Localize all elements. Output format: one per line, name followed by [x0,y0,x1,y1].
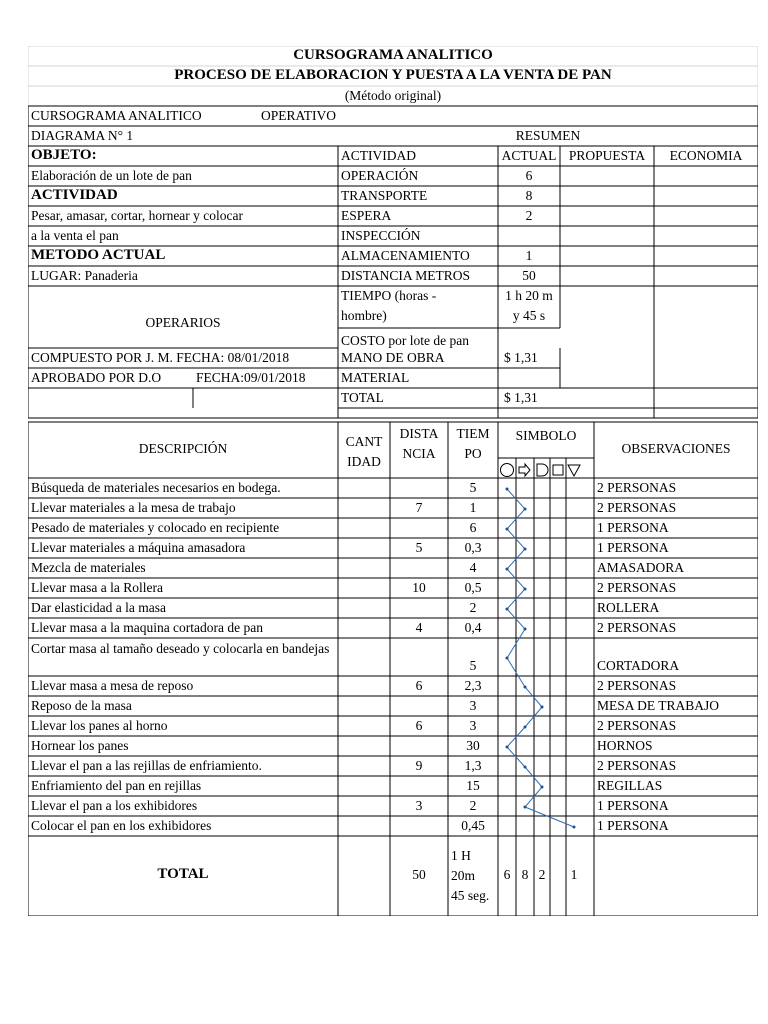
row-time: 5 [469,480,477,495]
row-observation: AMASADORA [597,560,685,575]
flow-point [541,706,544,709]
row-description: Llevar materiales a la mesa de trabajo [31,500,236,515]
row-distance [390,598,448,618]
row-description: Hornear los panes [31,738,129,753]
header-distancia-2: NCIA [402,446,436,461]
row-observation: 1 PERSONA [597,540,669,555]
summary-row-actual: 50 [522,268,536,283]
total-row-time-2: 20m [451,868,476,883]
row-time: 30 [466,738,480,753]
total-value: $ 1,31 [504,390,538,405]
flow-point [506,488,509,491]
flow-point [524,548,527,551]
row-description: Llevar masa a la maquina cortadora de pan [31,620,264,635]
total-row-label: TOTAL [157,866,209,882]
row-distance: 10 [412,580,426,595]
row-time: 3 [469,718,477,733]
row-distance: 6 [415,718,423,733]
objeto-label: OBJETO: [31,147,97,163]
row-time: 2 [469,600,477,615]
flow-point [506,746,509,749]
actividad-label: ACTIVIDAD [31,187,118,203]
header-cantidad-2: IDAD [347,454,381,469]
total-label: TOTAL [341,390,384,405]
row-observation: ROLLERA [597,600,660,615]
row-time: 0,45 [461,818,485,833]
cursograma-sheet [28,46,758,916]
row-observation: REGILLAS [597,778,663,793]
summary-row-label: ESPERA [341,208,392,223]
actividad-line1: Pesar, amasar, cortar, hornear y colocar [31,208,244,223]
row-description: Mezcla de materiales [31,560,146,575]
col-actividad: ACTIVIDAD [341,148,416,163]
row-distance [390,816,448,836]
row-description: Reposo de la masa [31,698,132,713]
row-time: 3 [469,698,477,713]
row-observation: 1 PERSONA [597,520,669,535]
row-description: Llevar el pan a las rejillas de enfriamiento. [31,758,262,773]
row-time: 15 [466,778,480,793]
summary-row-label: ALMACENAMIENTO [341,248,470,263]
flow-point [524,766,527,769]
flow-point [524,806,527,809]
row-description: Enfriamiento del pan en rejillas [31,778,202,793]
total-symbol-count [550,836,566,916]
row-time: 1 [469,500,477,515]
compuesto-label: COMPUESTO POR J. M. FECHA: 08/01/2018 [31,350,290,365]
row-description: Llevar materiales a máquina amasadora [31,540,246,555]
summary-row-actual: 8 [525,188,533,203]
flow-point [524,726,527,729]
row-time: 4 [469,560,477,575]
subtitle: PROCESO DE ELABORACION Y PUESTA A LA VENTA DE PAN [174,67,612,83]
row-observation: CORTADORA [597,658,680,673]
row-description: Pesado de materiales y colocado en recipiente [31,520,280,535]
row-time: 0,3 [464,540,482,555]
total-symbol-count: 1 [570,867,578,882]
mano-obra-value: $ 1,31 [504,350,538,365]
row-time: 0,5 [464,580,482,595]
row-observation: 2 PERSONAS [597,620,677,635]
row-time: 6 [469,520,477,535]
mano-obra-label: MANO DE OBRA [341,350,445,365]
fecha-aprobado: FECHA:09/01/2018 [196,370,306,385]
row-distance [390,776,448,796]
header-simbolo: SIMBOLO [515,428,577,443]
flow-point [573,826,576,829]
material-label: MATERIAL [341,370,410,385]
flow-point [506,528,509,531]
row-distance [390,656,448,676]
header-tiempo-1: TIEM [456,426,490,441]
row-time: 0,4 [464,620,482,635]
row-time: 2,3 [464,678,482,693]
total-symbol-count: 2 [538,867,546,882]
summary-row-label: DISTANCIA METROS [341,268,471,283]
row-distance [390,478,448,498]
summary-row-label: OPERACIÓN [341,168,419,183]
row-observation: MESA DE TRABAJO [597,698,720,713]
flow-point [524,508,527,511]
costo-label: COSTO por lote de pan [341,333,469,348]
row-time: 5 [469,658,477,673]
summary-row-actual: 6 [525,168,533,183]
flow-point [524,588,527,591]
resumen-label: RESUMEN [515,128,581,143]
row-description: Llevar los panes al horno [31,718,168,733]
transport-arrow-icon [519,464,530,476]
row-description: Cortar masa al tamaño deseado y colocarla en bandejas [31,641,330,656]
row-distance: 5 [415,540,423,555]
header-observaciones: OBSERVACIONES [621,441,731,456]
tiempo-value-2: y 45 s [512,308,546,323]
diagrama-label: DIAGRAMA N° 1 [31,128,134,143]
row-distance: 7 [415,500,423,515]
col-economia: ECONOMIA [669,148,743,163]
summary-row-actual: 2 [525,208,533,223]
metodo-label: METODO ACTUAL [31,247,166,263]
row-distance: 4 [415,620,423,635]
row-observation: 1 PERSONA [597,818,669,833]
total-row-time-1: 1 H [451,848,471,863]
summary-row-actual [498,226,560,246]
total-row-time-3: 45 seg. [451,888,490,903]
row-observation: 2 PERSONAS [597,718,677,733]
row-observation: 2 PERSONAS [597,580,677,595]
aprobado-label: APROBADO POR D.O [31,370,162,385]
header-cantidad-1: CANT [345,434,383,449]
row-description: Búsqueda de materiales necesarios en bodega. [31,480,281,495]
tiempo-label-1: TIEMPO (horas - [341,288,437,303]
objeto-value: Elaboración de un lote de pan [31,168,192,183]
operarios-label: OPERARIOS [145,315,221,330]
row-distance [390,558,448,578]
summary-row-label: INSPECCIÓN [341,228,421,243]
flow-point [524,686,527,689]
row-observation: 2 PERSONAS [597,678,677,693]
row-distance [390,696,448,716]
row-description: Llevar masa a mesa de reposo [31,678,194,693]
flow-point [506,608,509,611]
operativo-label: OPERATIVO [261,108,337,123]
tiempo-value-1: 1 h 20 m [505,288,553,303]
row-time: 2 [469,798,477,813]
method-note: (Método original) [344,88,442,103]
row-distance: 6 [415,678,423,693]
flow-point [506,568,509,571]
inspection-square-icon [553,465,563,475]
total-row-distance: 50 [412,867,426,882]
total-symbol-count: 6 [503,867,511,882]
tiempo-label-2: hombre) [341,308,387,323]
row-distance: 9 [415,758,423,773]
col-propuesta: PROPUESTA [568,148,646,163]
summary-row-actual: 1 [525,248,533,263]
row-observation: 1 PERSONA [597,798,669,813]
actividad-line2: a la venta el pan [31,228,119,243]
row-observation: 2 PERSONAS [597,758,677,773]
header-descripcion: DESCRIPCIÓN [138,441,228,456]
total-symbol-count: 8 [521,867,529,882]
delay-d-icon [537,464,548,476]
row-observation: HORNOS [597,738,653,753]
row-description: Dar elasticidad a la masa [31,600,166,615]
header-tiempo-2: PO [464,446,482,461]
row-time: 1,3 [464,758,482,773]
row-description: Colocar el pan en los exhibidores [31,818,212,833]
operation-circle-icon [501,464,514,477]
lugar-label: LUGAR: Panaderia [31,268,138,283]
header-distancia-1: DISTA [399,426,439,441]
storage-triangle-icon [568,465,580,476]
row-distance [390,736,448,756]
row-observation: 2 PERSONAS [597,480,677,495]
flow-point [506,657,509,660]
row-distance [390,518,448,538]
title: CURSOGRAMA ANALITICO [293,47,493,63]
row-description: Llevar masa a la Rollera [31,580,163,595]
row-description: Llevar el pan a los exhibidores [31,798,198,813]
cursograma-label: CURSOGRAMA ANALITICO [31,108,202,123]
flow-point [541,786,544,789]
row-observation: 2 PERSONAS [597,500,677,515]
summary-row-label: TRANSPORTE [341,188,428,203]
row-distance: 3 [415,798,423,813]
flow-point [524,628,527,631]
col-actual: ACTUAL [501,148,557,163]
